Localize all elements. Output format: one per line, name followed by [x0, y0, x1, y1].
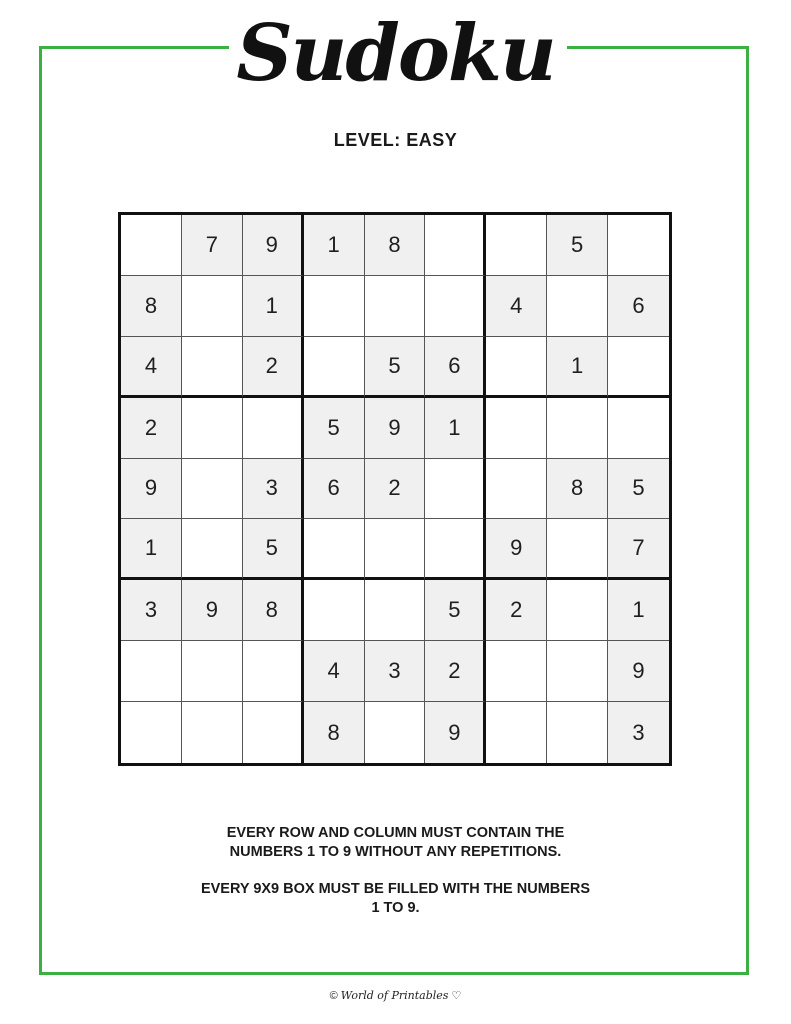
sudoku-cell-r5-c2[interactable]: [182, 459, 243, 520]
sudoku-cell-r9-c5[interactable]: [365, 702, 426, 763]
sudoku-cell-r2-c1: 8: [121, 276, 182, 337]
sudoku-cell-r2-c4[interactable]: [304, 276, 365, 337]
sudoku-cell-r9-c4: 8: [304, 702, 365, 763]
sudoku-cell-r7-c7: 2: [486, 580, 547, 641]
rule-1-line-1: EVERY ROW AND COLUMN MUST CONTAIN THE: [226, 825, 565, 841]
sudoku-cell-r4-c8[interactable]: [547, 398, 608, 459]
sudoku-cell-r8-c5: 3: [365, 641, 426, 702]
sudoku-cell-r5-c5: 2: [365, 459, 426, 520]
sudoku-cell-r1-c8: 5: [547, 215, 608, 276]
sudoku-cell-r7-c5[interactable]: [365, 580, 426, 641]
sudoku-cell-r1-c5: 8: [365, 215, 426, 276]
sudoku-cell-r4-c6: 1: [425, 398, 486, 459]
page-title: Sudoku: [236, 8, 555, 99]
rule-2: [0, 880, 791, 918]
sudoku-cell-r6-c1: 1: [121, 519, 182, 580]
sudoku-cell-r2-c2[interactable]: [182, 276, 243, 337]
sudoku-cell-r5-c3: 3: [243, 459, 304, 520]
sudoku-cell-r6-c3: 5: [243, 519, 304, 580]
rule-1-line-2: NUMBERS 1 TO 9 WITHOUT ANY REPETITIONS.: [229, 844, 562, 860]
sudoku-cell-r9-c9: 3: [608, 702, 669, 763]
sudoku-cell-r4-c4: 5: [304, 398, 365, 459]
sudoku-cell-r7-c2: 9: [182, 580, 243, 641]
sudoku-cell-r2-c6[interactable]: [425, 276, 486, 337]
sudoku-cell-r9-c2[interactable]: [182, 702, 243, 763]
sudoku-cell-r9-c7[interactable]: [486, 702, 547, 763]
sudoku-cell-r1-c9[interactable]: [608, 215, 669, 276]
sudoku-cell-r5-c9: 5: [608, 459, 669, 520]
sudoku-cell-r4-c5: 9: [365, 398, 426, 459]
sudoku-cell-r7-c1: 3: [121, 580, 182, 641]
sudoku-cell-r5-c1: 9: [121, 459, 182, 520]
sudoku-cell-r8-c6: 2: [425, 641, 486, 702]
heart-icon: ♡: [451, 990, 462, 1002]
sudoku-cell-r2-c5[interactable]: [365, 276, 426, 337]
instructions: [0, 824, 791, 936]
sudoku-cell-r8-c1[interactable]: [121, 641, 182, 702]
sudoku-cell-r7-c6: 5: [425, 580, 486, 641]
sudoku-cell-r2-c3: 1: [243, 276, 304, 337]
sudoku-cell-r8-c9: 9: [608, 641, 669, 702]
sudoku-cell-r9-c8[interactable]: [547, 702, 608, 763]
sudoku-cell-r8-c8[interactable]: [547, 641, 608, 702]
sudoku-cell-r1-c1[interactable]: [121, 215, 182, 276]
sudoku-cell-r4-c7[interactable]: [486, 398, 547, 459]
sudoku-cell-r3-c6: 6: [425, 337, 486, 398]
sudoku-cell-r1-c7[interactable]: [486, 215, 547, 276]
sudoku-cell-r1-c2: 7: [182, 215, 243, 276]
sudoku-cell-r9-c1[interactable]: [121, 702, 182, 763]
sudoku-cell-r3-c4[interactable]: [304, 337, 365, 398]
sudoku-cell-r2-c8[interactable]: [547, 276, 608, 337]
sudoku-cell-r1-c6[interactable]: [425, 215, 486, 276]
sudoku-cell-r5-c6[interactable]: [425, 459, 486, 520]
sudoku-cell-r8-c2[interactable]: [182, 641, 243, 702]
sudoku-cell-r3-c7[interactable]: [486, 337, 547, 398]
rule-2-line-2: 1 TO 9.: [371, 900, 420, 916]
sudoku-cell-r4-c9[interactable]: [608, 398, 669, 459]
sudoku-grid: [118, 212, 672, 766]
sudoku-cell-r5-c4: 6: [304, 459, 365, 520]
sudoku-cell-r4-c3[interactable]: [243, 398, 304, 459]
rule-1: [0, 824, 791, 862]
sudoku-cell-r6-c8[interactable]: [547, 519, 608, 580]
sudoku-cell-r3-c8: 1: [547, 337, 608, 398]
sudoku-cell-r8-c3[interactable]: [243, 641, 304, 702]
footer: [0, 989, 791, 1002]
sudoku-cell-r6-c6[interactable]: [425, 519, 486, 580]
sudoku-cell-r2-c9: 6: [608, 276, 669, 337]
copyright-icon: ©: [329, 990, 338, 1002]
sudoku-cell-r7-c4[interactable]: [304, 580, 365, 641]
sudoku-cell-r3-c3: 2: [243, 337, 304, 398]
sudoku-cell-r7-c8[interactable]: [547, 580, 608, 641]
sudoku-cell-r9-c6: 9: [425, 702, 486, 763]
sudoku-cell-r9-c3[interactable]: [243, 702, 304, 763]
sudoku-cell-r8-c7[interactable]: [486, 641, 547, 702]
brand-logo-text: World of Printables: [340, 989, 449, 1002]
sudoku-cell-r5-c7[interactable]: [486, 459, 547, 520]
sudoku-cell-r4-c2[interactable]: [182, 398, 243, 459]
sudoku-cell-r8-c4: 4: [304, 641, 365, 702]
sudoku-cell-r3-c1: 4: [121, 337, 182, 398]
sudoku-cell-r6-c2[interactable]: [182, 519, 243, 580]
sudoku-cell-r4-c1: 2: [121, 398, 182, 459]
sudoku-cell-r6-c7: 9: [486, 519, 547, 580]
sudoku-cell-r1-c4: 1: [304, 215, 365, 276]
rule-2-line-1: EVERY 9X9 BOX MUST BE FILLED WITH THE NUMBERS: [200, 881, 591, 897]
sudoku-cell-r3-c9[interactable]: [608, 337, 669, 398]
sudoku-cell-r2-c7: 4: [486, 276, 547, 337]
sudoku-cell-r7-c3: 8: [243, 580, 304, 641]
sudoku-cell-r6-c5[interactable]: [365, 519, 426, 580]
sudoku-cell-r1-c3: 9: [243, 215, 304, 276]
sudoku-cell-r6-c4[interactable]: [304, 519, 365, 580]
sudoku-cell-r6-c9: 7: [608, 519, 669, 580]
difficulty-level: LEVEL: EASY: [333, 130, 458, 150]
sudoku-cell-r5-c8: 8: [547, 459, 608, 520]
sudoku-cell-r3-c2[interactable]: [182, 337, 243, 398]
sudoku-cell-r7-c9: 1: [608, 580, 669, 641]
sudoku-cell-r3-c5: 5: [365, 337, 426, 398]
